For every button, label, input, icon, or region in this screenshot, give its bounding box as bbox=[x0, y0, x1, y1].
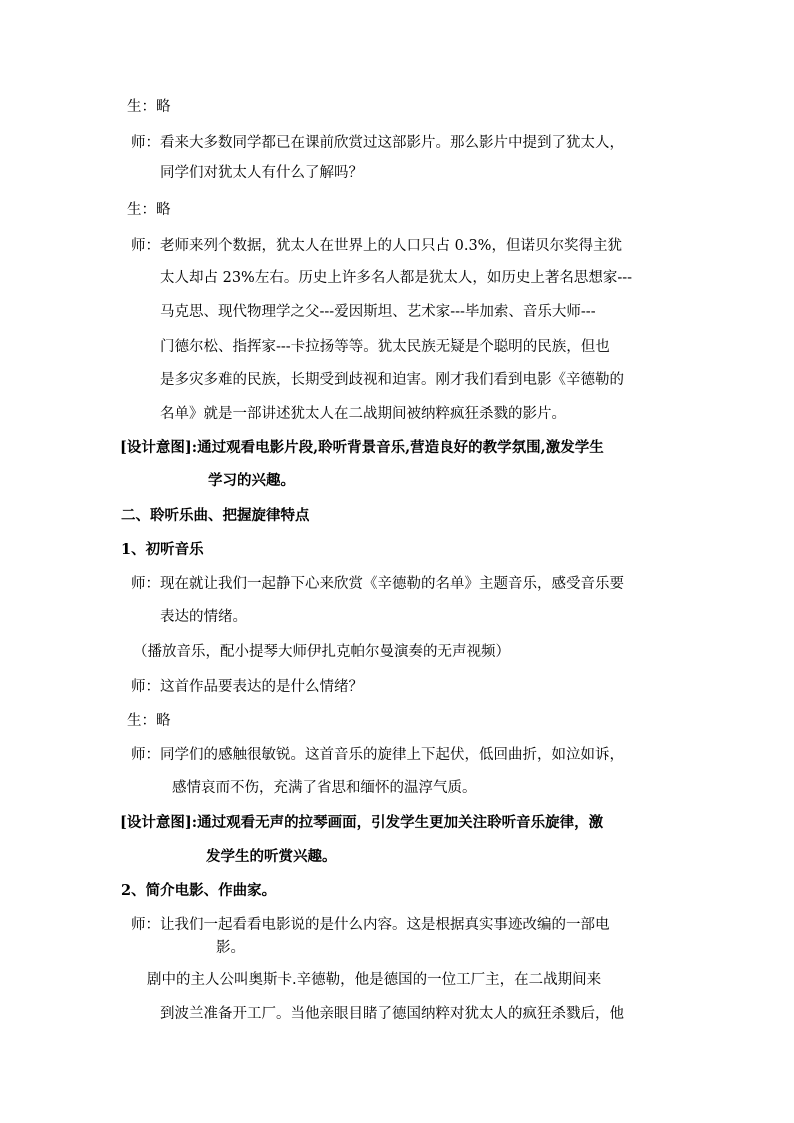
text-line: 师：看来大多数同学都已在课前欣赏过这部影片。那么影片中提到了犹太人， bbox=[131, 135, 624, 151]
design-intent-text: 学习的兴趣。 bbox=[208, 472, 295, 489]
text-line: （播放音乐，配小提琴大师伊扎克帕尔曼演奏的无声视频） bbox=[133, 644, 510, 660]
text-line: 师：现在就让我们一起静下心来欣赏《辛德勒的名单》主题音乐，感受音乐要 bbox=[131, 576, 624, 592]
design-intent-heading: [设计意图]:通过观看电影片段,聆听背景音乐,营造良好的教学氛围,激发学生 bbox=[120, 439, 604, 456]
text-line: 是多灾多难的民族，长期受到歧视和迫害。刚才我们看到电影《辛德勒的 bbox=[160, 372, 624, 388]
design-intent-heading: [设计意图]:通过观看无声的拉琴画面，引发学生更加关注聆听音乐旋律，激 bbox=[120, 814, 604, 831]
design-intent-text: 发学生的听赏兴趣。 bbox=[206, 848, 337, 865]
subsection-heading: 1、初听音乐 bbox=[121, 541, 204, 558]
text-line: 表达的情绪。 bbox=[160, 609, 247, 625]
text-line: 生：略 bbox=[127, 713, 171, 729]
text-line: 生：略 bbox=[127, 202, 171, 218]
text-line: 师：同学们的感触很敏锐。这首音乐的旋律上下起伏，低回曲折，如泣如诉， bbox=[131, 747, 624, 763]
text-line: 到波兰准备开工厂。当他亲眼目睹了德国纳粹对犹太人的疯狂杀戮后，他 bbox=[160, 1006, 624, 1022]
text-line: 师：让我们一起看看电影说的是什么内容。这是根据真实事迹改编的一部电 bbox=[131, 917, 610, 933]
text-line: 师：老师来列个数据，犹太人在世界上的人口只占 0.3%，但诺贝尔奖得主犹 bbox=[131, 238, 622, 254]
text-line: 剧中的主人公叫奥斯卡.辛德勒，他是德国的一位工厂主，在二战期间来 bbox=[147, 972, 602, 988]
text-line: 名单》就是一部讲述犹太人在二战期间被纳粹疯狂杀戮的影片。 bbox=[160, 406, 566, 422]
section-heading: 二、聆听乐曲、把握旋律特点 bbox=[121, 507, 310, 524]
text-line: 生：略 bbox=[127, 99, 171, 115]
text-line: 师：这首作品要表达的是什么情绪？ bbox=[131, 679, 363, 695]
text-line: 影。 bbox=[216, 940, 245, 956]
subsection-heading: 2、简介电影、作曲家。 bbox=[121, 882, 277, 899]
text-line: 感情哀而不伤，充满了省思和缅怀的温淳气质。 bbox=[172, 780, 477, 796]
text-line: 同学们对犹太人有什么了解吗？ bbox=[160, 165, 363, 181]
text-line: 马克思、现代物理学之父---爱因斯坦、艺术家---毕加索、音乐大师--- bbox=[160, 304, 596, 320]
text-line: 太人却占 23%左右。历史上许多名人都是犹太人，如历史上著名思想家--- bbox=[160, 270, 633, 286]
text-line: 门德尔松、指挥家---卡拉扬等等。犹太民族无疑是个聪明的民族，但也 bbox=[160, 339, 610, 355]
